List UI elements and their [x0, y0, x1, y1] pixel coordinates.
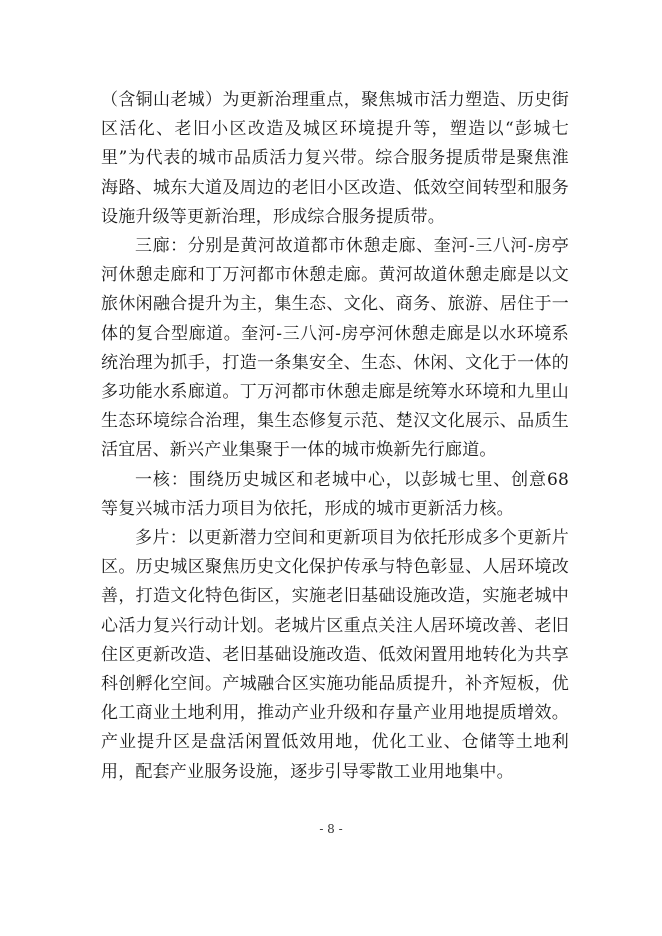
- page-number: - 8 -: [319, 822, 343, 836]
- paragraph-three-corridors: 三廊：分别是黄河故道都市休憩走廊、奎河-三八河-房亭河休憩走廊和丁万河都市休憩走廊。黄河故道休憩走廊是以文旅休闲融合提升为主，集生态、文化、商务、旅游、居住于一体的复合型廊道。奎河-三八河-房亭河休憩走廊是以水环境系统治理为抓手，打造一条集安全、生态、休闲、文化于一体的多功能水系廊道。丁万河都市休憩走廊是统筹水环境和九里山生态环境综合治理，集生态修复示范、楚汉文化展示、品质生活宜居、新兴产业集聚于一体的城市焕新先行廊道。: [101, 236, 569, 461]
- paragraph-multiple-zones: 多片：以更新潜力空间和更新项目为依托形成多个更新片区。历史城区聚焦历史文化保护传承与特色彰显、人居环境改善，打造文化特色街区，实施老旧基础设施改造，实施老城中心活力复兴行动计划。老城片区重点关注人居环境改善、老旧住区更新改造、老旧基础设施改造、低效闲置用地转化为共享科创孵化空间。产城融合区实施功能品质提升，补齐短板，优化工商业土地利用，推动产业升级和存量产业用地提质增效。产业提升区是盘活闲置低效用地，优化工业、仓储等土地利用，配套产业服务设施，逐步引导零散工业用地集中。: [101, 528, 569, 782]
- body-text: [101, 86, 569, 787]
- paragraph-one-core: 一核：围绕历史城区和老城中心，以彭城七里、创意68等复兴城市活力项目为依托，形成的城市更新活力核。: [101, 469, 569, 519]
- paragraph-continuation: （含铜山老城）为更新治理重点，聚焦城市活力塑造、历史街区活化、老旧小区改造及城区环境提升等，塑造以“彭城七里”为代表的城市品质活力复兴带。综合服务提质带是聚焦淮海路、城东大道及周边的老旧小区改造、低效空间转型和服务设施升级等更新治理，形成综合服务提质带。: [101, 90, 569, 227]
